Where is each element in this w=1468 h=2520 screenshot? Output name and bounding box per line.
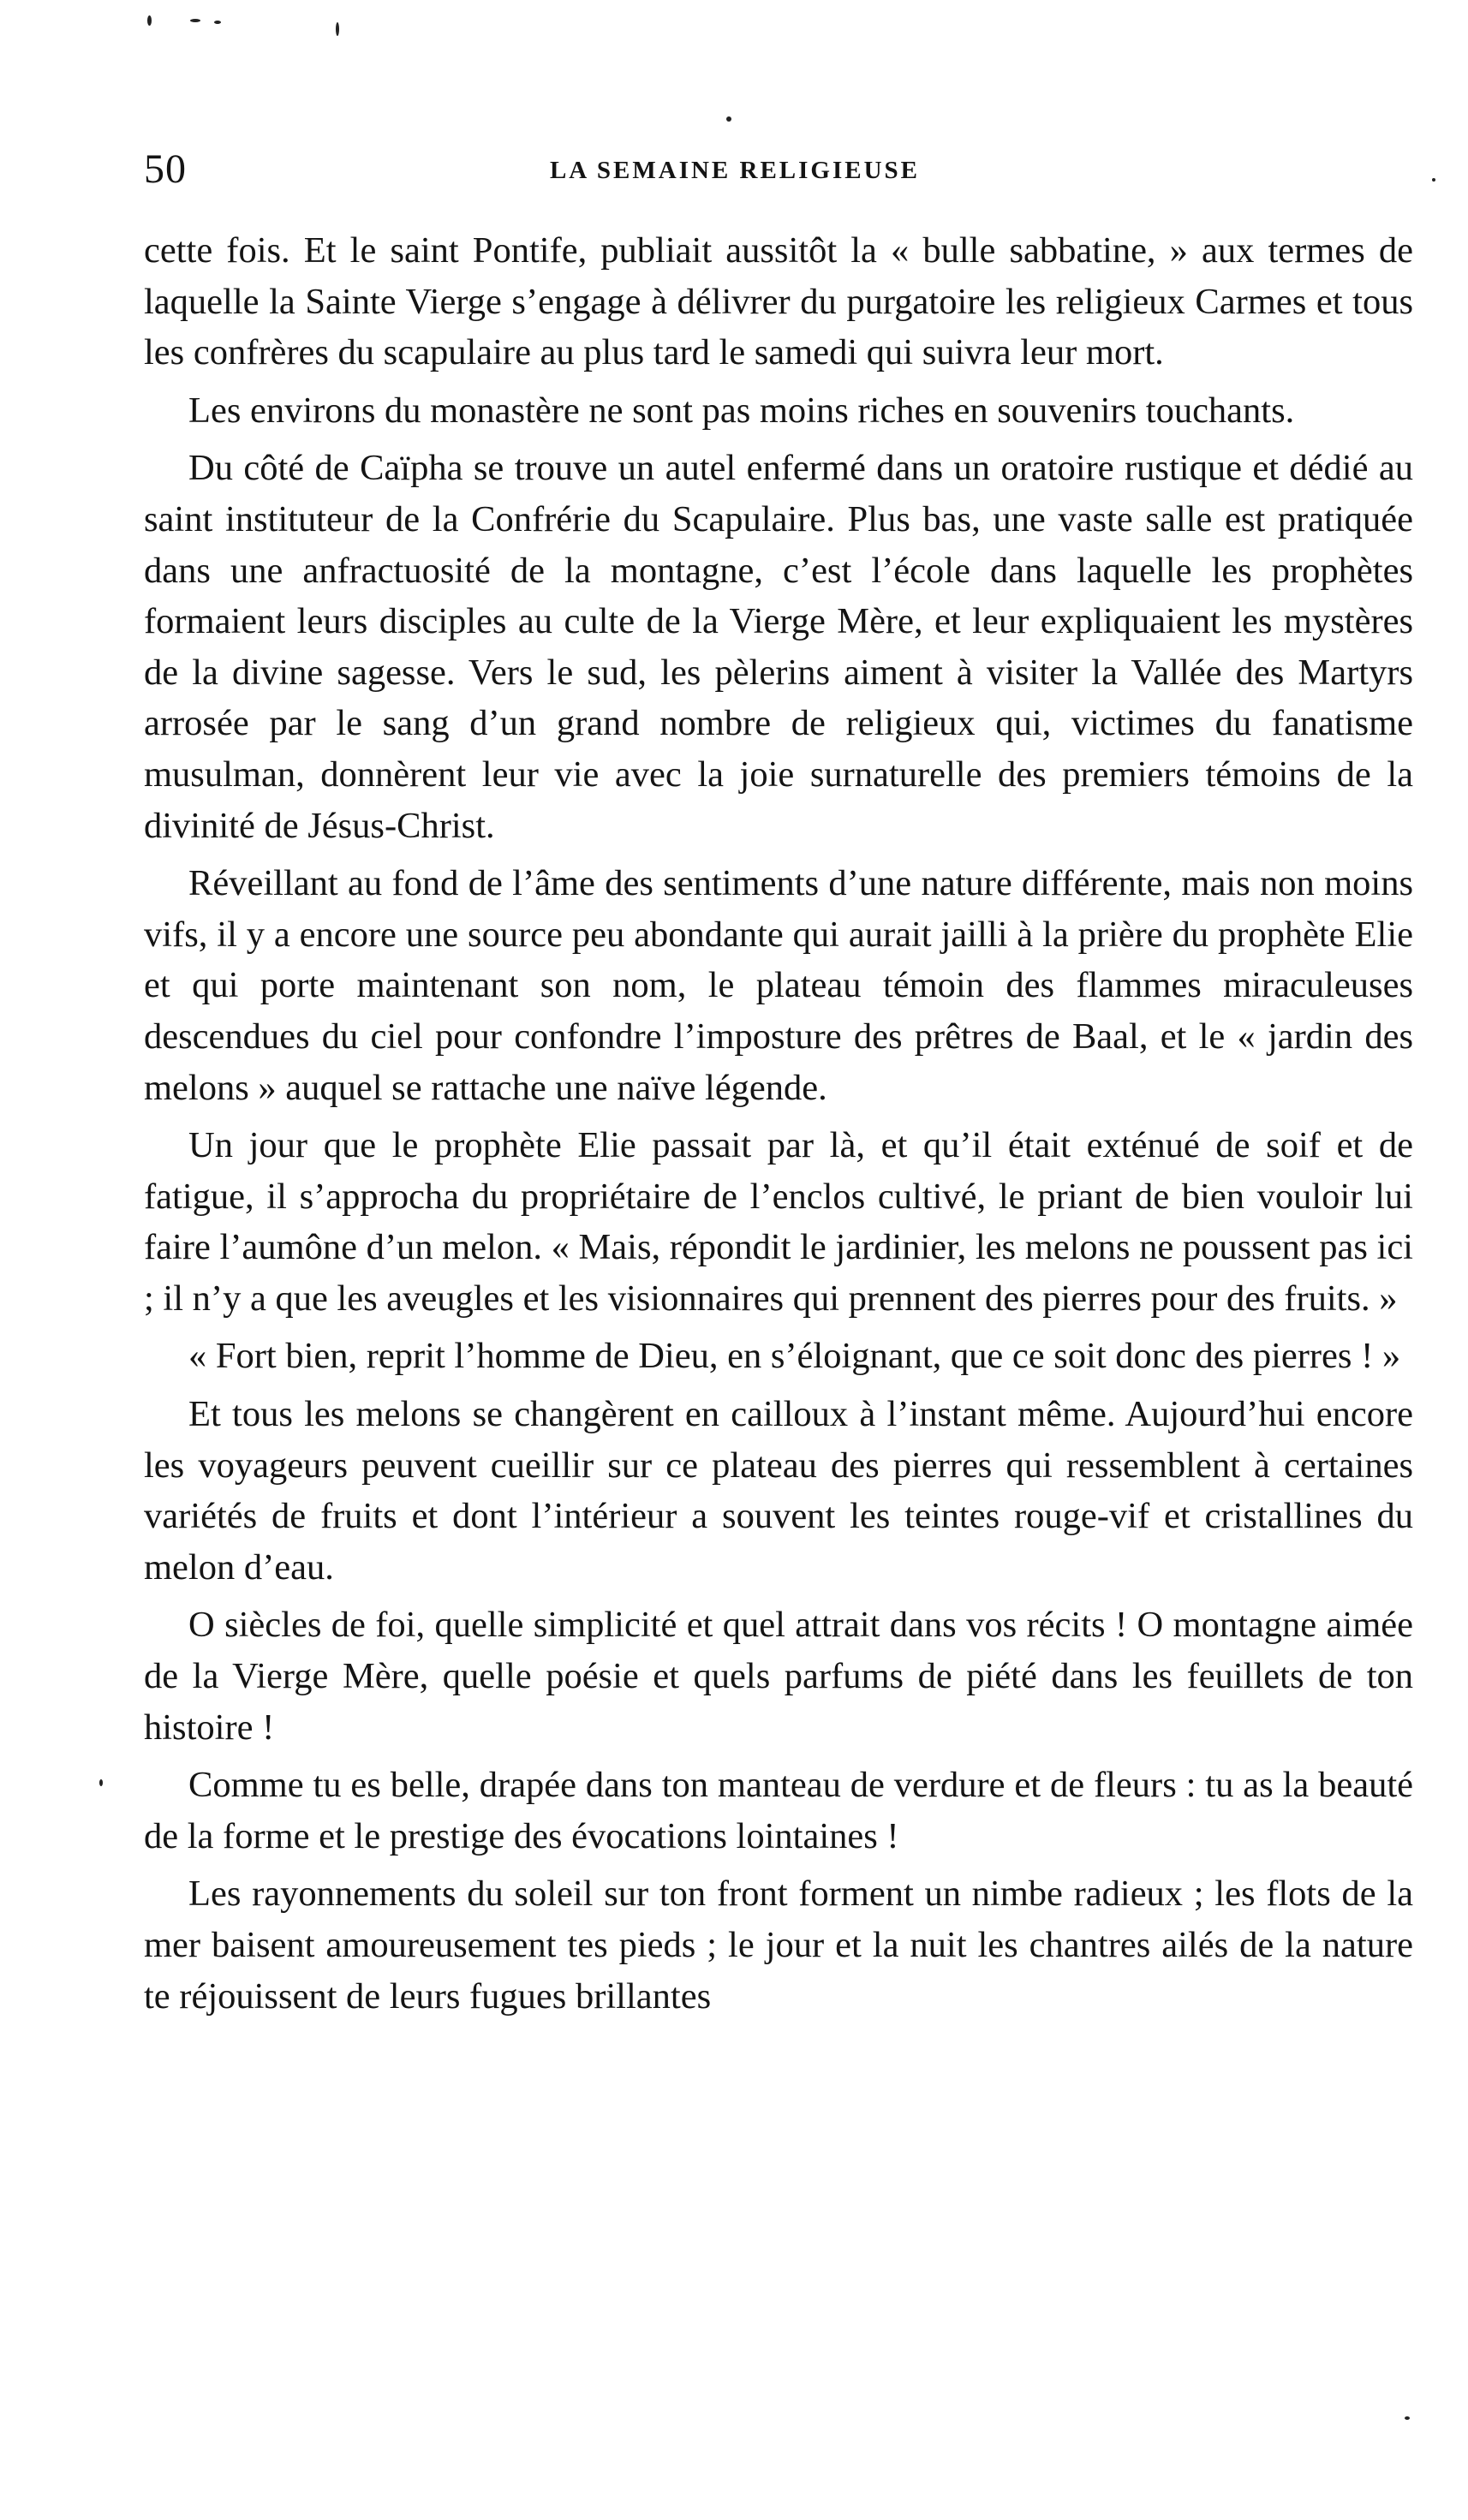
paragraph: Les environs du monastère ne sont pas moins riches en souvenirs touchants. — [188, 390, 1295, 431]
paragraph: Comme tu es belle, drapée dans ton manteau de verdure et de fleurs : tu as la beauté de la forme et le prestige des évocations lointaines ! — [144, 1765, 1413, 1856]
paragraph: Les rayonnements du soleil sur ton front forment un nimbe radieux ; les flots de la mer baisent amoureusement tes pieds ; le jour et la nuit les chantres ailés de la nature te réjouissent de leurs fugues brillantes — [144, 1874, 1413, 2017]
paragraph: Et tous les melons se changèrent en cailloux à l’instant même. Aujourd’hui encore les voyageurs peuvent cueillir sur ce plateau des pierres qui ressemblent à certaines variétés de fruits et dont l’intérieur a souvent les teintes rouge-vif et cristallines du melon d’eau. — [144, 1394, 1413, 1588]
page-header — [144, 144, 1326, 195]
running-title: LA SEMAINE RELIGIEUSE — [549, 157, 921, 184]
body-text — [144, 225, 1413, 2029]
paragraph: O siècles de foi, quelle simplicité et quel attrait dans vos récits ! O montagne aimée de la Vierge Mère, quelle poésie et quels parfums de piété dans les feuillets de ton histoire ! — [144, 1605, 1413, 1748]
paragraph: cette fois. Et le saint Pontife, publiait aussitôt la « bulle sabbatine, » aux termes de laquelle la Sainte Vierge s’engage à délivrer du purgatoire les religieux Carmes et tous les confrères du scapulaire au plus tard le samedi qui suivra leur mort. — [144, 230, 1413, 373]
paragraph: « Fort bien, reprit l’homme de Dieu, en s’éloignant, que ce soit donc des pierres ! » — [188, 1336, 1401, 1377]
paragraph: Réveillant au fond de l’âme des sentiments d’une nature différente, mais non moins vifs, il y a encore une source peu abondante qui aurait jailli à la prière du prophète Elie et qui porte maintenant son nom, le plateau témoin des flammes miraculeuses descendues du ciel pour confondre l’imposture des prêtres de Baal, et le « jardin des melons » auquel se rattache une naïve légende. — [144, 863, 1413, 1108]
paragraph: Un jour que le prophète Elie passait par là, et qu’il était exténué de soif et de fatigue, il s’approcha du propriétaire de l’enclos cultivé, le priant de bien vouloir lui faire l’aumône d’un melon. « Mais, répondit le jardinier, les melons ne poussent pas ici ; il n’y a que les aveugles et les visionnaires qui prennent des pierres pour des fruits. » — [144, 1125, 1413, 1319]
paragraph: Du côté de Caïpha se trouve un autel enfermé dans un oratoire rustique et dédié au saint instituteur de la Confrérie du Scapulaire. Plus bas, une vaste salle est pratiquée dans une anfractuosité de la montagne, c’est l’école dans laquelle les prophètes formaient leurs disciples au culte de la Vierge Mère, et leur expliquaient les mystères de la divine sagesse. Vers le sud, les pèlerins aiment à visiter la Vallée des Martyrs arrosée par le sang d’un grand nombre de religieux qui, victimes du fanatisme musulman, donnèrent leur vie avec la joie surnaturelle des premiers témoins de la divinité de Jésus-Christ. — [144, 448, 1413, 846]
page-number: 50 — [144, 146, 187, 192]
